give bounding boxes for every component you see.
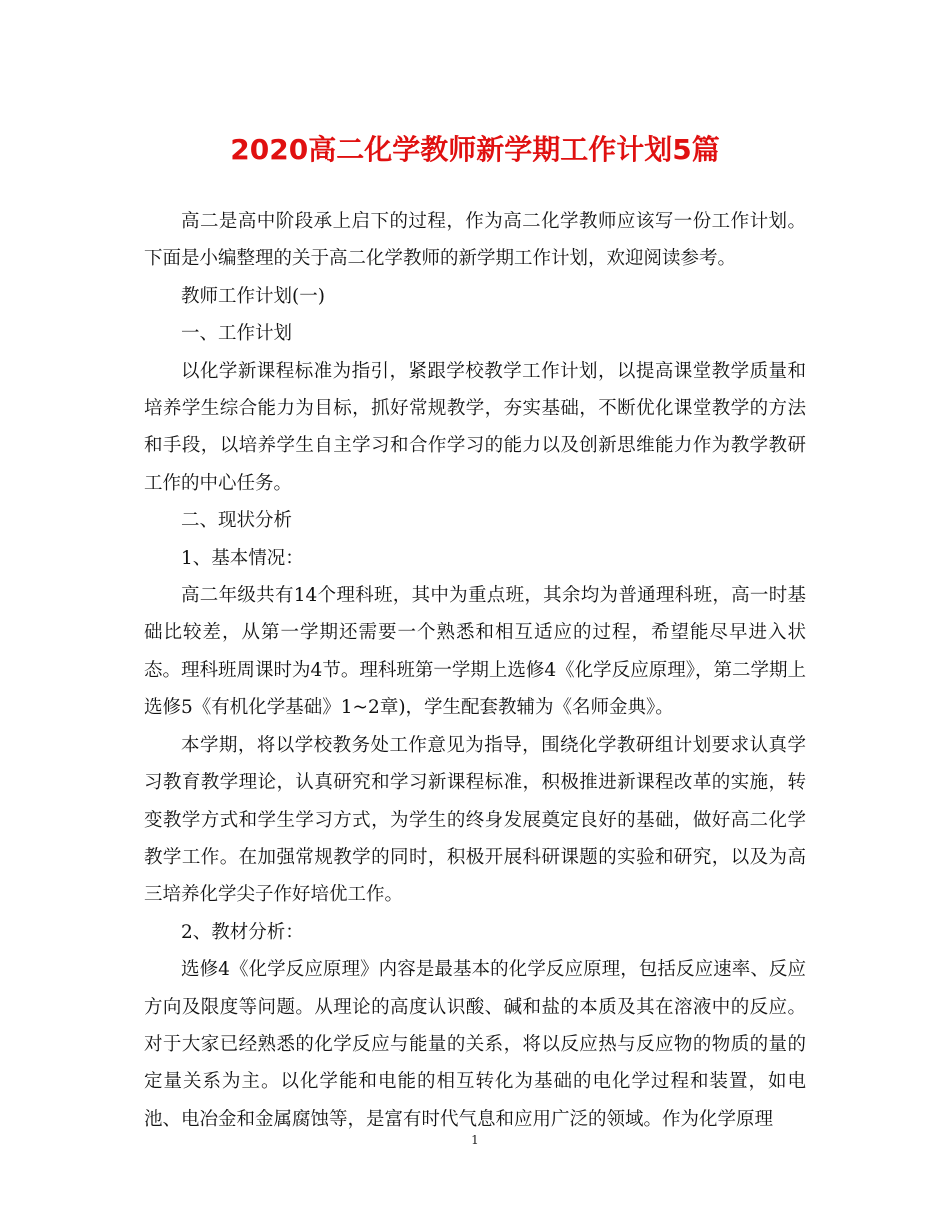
- subheading-basic-situation: 1、基本情况：: [181, 547, 304, 569]
- page-number: 1: [471, 1133, 479, 1147]
- paragraph-intro: 高二是高中阶段承上启下的过程，作为高二化学教师应该写一份工作计划。下面是小编整理的关于高二化学教师的新学期工作计划，欢迎阅读参考。: [144, 211, 806, 270]
- document-title: 2020高二化学教师新学期工作计划5篇: [230, 133, 720, 166]
- paragraph-work-plan: 以化学新课程标准为指引，紧跟学校教学工作计划，以提高课堂教学质量和培养学生综合能力为目标，抓好常规教学，夯实基础，不断优化课堂教学的方法和手段，以培养学生自主学习和合作学习的能力以及创新思维能力作为教学教研工作的中心任务。: [144, 360, 806, 494]
- document-body: [144, 203, 806, 1138]
- paragraph-basic-situation: 高二年级共有14个理科班，其中为重点班，其余均为普通理科班，高一时基础比较差，从第一学期还需要一个熟悉和相互适应的过程，希望能尽早进入状态。理科班周课时为4节。理科班第一学期上选修4《化学反应原理》，第二学期上选修5《有机化学基础》1~2章)，学生配套教辅为《名师金典》。: [144, 585, 806, 719]
- paragraph-textbook-analysis: 选修4《化学反应原理》内容是最基本的化学反应原理，包括反应速率、反应方向及限度等问题。从理论的高度认识酸、碱和盐的本质及其在溶液中的反应。对于大家已经熟悉的化学反应与能量的关系，将以反应热与反应物的物质的量的定量关系为主。以化学能和电能的相互转化为基础的电化学过程和装置，如电池、电冶金和金属腐蚀等，是富有时代气息和应用广泛的领域。作为化学原理: [144, 959, 806, 1130]
- section-heading-plan-one: 教师工作计划(一): [181, 285, 325, 307]
- subheading-textbook-analysis: 2、教材分析：: [181, 921, 304, 943]
- section-heading-status-analysis: 二、现状分析: [181, 510, 293, 532]
- section-heading-work-plan: 一、工作计划: [181, 323, 293, 345]
- paragraph-semester-plan: 本学期，将以学校教务处工作意见为指导，围绕化学教研组计划要求认真学习教育教学理论，认真研究和学习新课程标准，积极推进新课程改革的实施，转变教学方式和学生学习方式，为学生的终身发展奠定良好的基础，做好高二化学教学工作。在加强常规教学的同时，积极开展科研课题的实验和研究，以及为高三培养化学尖子作好培优工作。: [144, 734, 806, 906]
